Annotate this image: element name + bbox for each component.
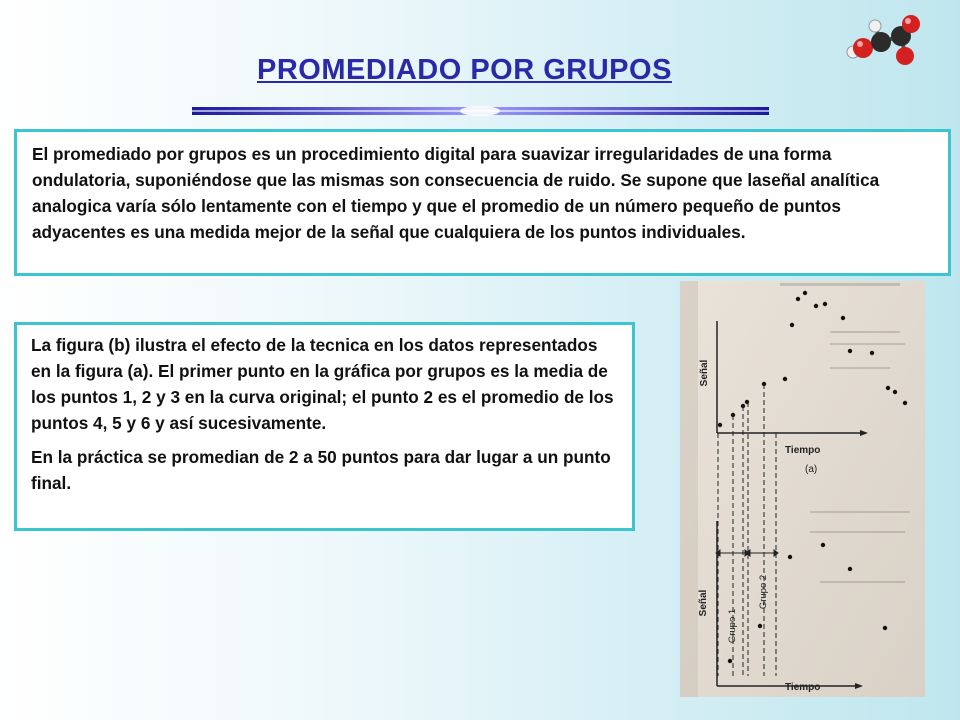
group-averaging-figure (680, 281, 925, 697)
page-title: PROMEDIADO POR GRUPOS (257, 54, 672, 86)
intro-text-box (14, 129, 951, 276)
figure-a-caption: (a) (805, 464, 818, 475)
intro-paragraph: El promediado por grupos es un procedimiento digital para suavizar irregularidades de una forma ondulatoria, suponiéndose que las mismas son consecuencia de ruido. Se supone que laseñal analítica analogica varía sólo lentamente con el tiempo y que el promedio de un número pequeño de puntos adyacentes es una medida mejor de la señal que cualquiera de los puntos individuales. (32, 144, 880, 242)
figure-a-xlabel: Tiempo (785, 445, 821, 456)
explanation-text-box (14, 322, 635, 531)
group-2-label: Grupo 2 (758, 574, 769, 610)
molecule-icon (843, 12, 923, 70)
figure-b-xlabel: Tiempo (785, 682, 821, 693)
title-divider (192, 106, 769, 116)
group-1-label: Grupo 1 (727, 608, 738, 644)
explanation-paragraph-1: La figura (b) ilustra el efecto de la tecnica en los datos representados en la figura (a). El primer punto en la gráfica por grupos es la media de los puntos 1, 2 y 3 en la curva original; el punto 2 es el promedio de los puntos 4, 5 y 6 y así sucesivamente. (31, 335, 614, 433)
figure-a-ylabel: Señal (699, 359, 710, 387)
figure-b-ylabel: Señal (698, 589, 709, 617)
explanation-paragraph-2: En la práctica se promedian de 2 a 50 puntos para dar lugar a un punto final. (31, 447, 611, 493)
